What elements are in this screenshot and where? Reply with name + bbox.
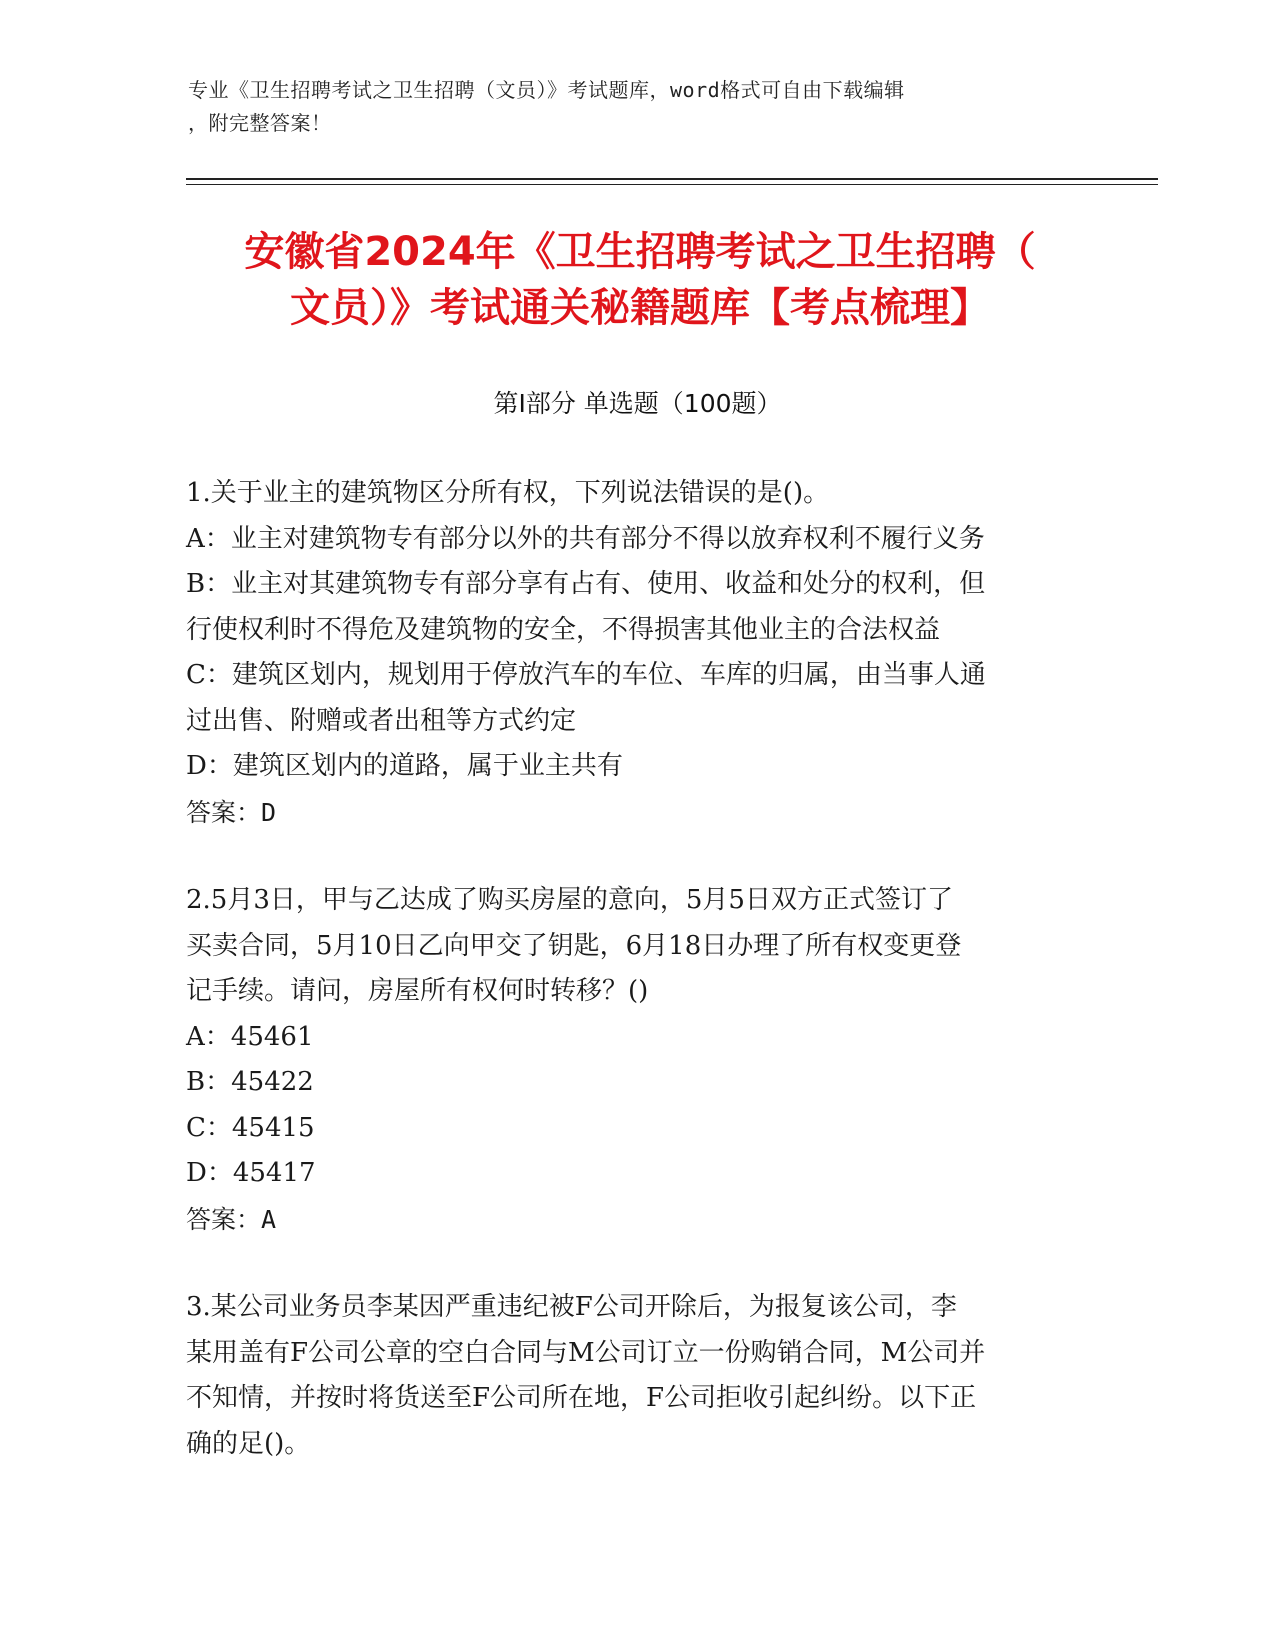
question-list — [186, 471, 1086, 1467]
answer-option: C：建筑区划内，规划用于停放汽车的车位、车库的归属，由当事人通 — [186, 660, 986, 690]
section-title: 第Ⅰ部分 单选题（100题） — [493, 389, 782, 418]
header-note-line: 专业《卫生招聘考试之卫生招聘（文员）》考试题库，word格式可自由下载编辑 — [188, 78, 905, 102]
document-title-line: 文员）》考试通关秘籍题库【考点梳理】 — [290, 285, 990, 331]
answer-label: 答案： — [186, 797, 262, 827]
header-note — [188, 74, 1088, 140]
answer-label: 答案： — [186, 1204, 262, 1234]
answer-key — [186, 790, 1086, 836]
answer-option: 过出售、附赠或者出租等方式约定 — [186, 705, 577, 736]
question-stem: 买卖合同，5月10日乙向甲交了钥匙，6月18日办理了所有权变更登 — [186, 930, 962, 961]
answer-option: B：45422 — [186, 1067, 314, 1097]
question-item — [186, 1285, 1086, 1467]
document-title — [160, 224, 1120, 336]
answer-option: D：45417 — [186, 1158, 316, 1188]
answer-value: A — [261, 1204, 277, 1234]
question-stem: 记手续。请问，房屋所有权何时转移？() — [186, 976, 649, 1006]
question-item — [186, 878, 1086, 1242]
answer-option: D：建筑区划内的道路，属于业主共有 — [186, 751, 623, 781]
question-item — [186, 471, 1086, 835]
answer-option: 行使权利时不得危及建筑物的安全，不得损害其他业主的合法权益 — [186, 614, 941, 645]
answer-option: A：45461 — [186, 1021, 314, 1052]
answer-option: C：45415 — [186, 1112, 315, 1143]
question-stem: 2.5月3日，甲与乙达成了购买房屋的意向，5月5日双方正式签订了 — [186, 885, 953, 915]
question-stem: 3.某公司业务员李某因严重违纪被F公司开除后，为报复该公司，李 — [186, 1292, 957, 1322]
question-stem: 1.关于业主的建筑物区分所有权，下列说法错误的是()。 — [186, 478, 830, 508]
header-divider — [186, 178, 1158, 180]
answer-option: B：业主对其建筑物专有部分享有占有、使用、收益和处分的权利，但 — [186, 569, 986, 599]
answer-option: A：业主对建筑物专有部分以外的共有部分不得以放弃权利不履行义务 — [186, 523, 985, 554]
header-divider-thin — [186, 184, 1158, 185]
document-title-line: 安徽省2024年《卫生招聘考试之卫生招聘（ — [244, 229, 1036, 275]
question-stem: 某用盖有F公司公章的空白合同与M公司订立一份购销合同，M公司并 — [186, 1337, 986, 1368]
question-stem: 不知情，并按时将货送至F公司所在地，F公司拒收引起纠纷。以下正 — [186, 1383, 977, 1413]
answer-key — [186, 1197, 1086, 1243]
header-note-line: ，附完整答案！ — [188, 111, 332, 135]
question-stem: 确的足()。 — [186, 1428, 311, 1459]
answer-value: D — [261, 797, 277, 827]
